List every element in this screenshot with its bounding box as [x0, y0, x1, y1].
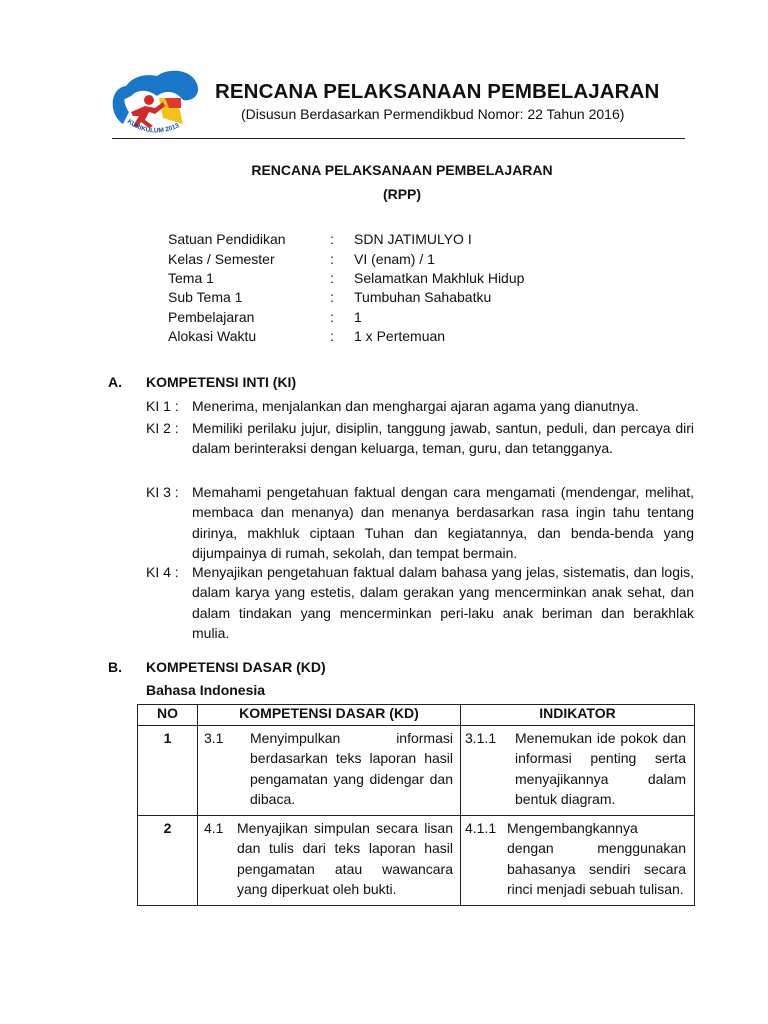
- indikator-text: Menemukan ide pokok dan informasi penting serta menyajikannya dalam bentuk diagram.: [515, 730, 686, 807]
- ki-text: Memiliki perilaku jujur, disiplin, tanggung jawab, santun, peduli, dan percaya diri dalam berinteraksi dengan keluarga, teman, guru, dan tetangganya.: [192, 420, 694, 457]
- column-header-indikator: INDIKATOR: [461, 705, 695, 726]
- indikator-number: 3.1.1: [465, 730, 497, 746]
- info-colon: :: [330, 231, 334, 247]
- section-b-letter: B.: [108, 659, 122, 675]
- info-colon: :: [330, 289, 334, 305]
- row-number: 2: [138, 816, 198, 906]
- table-row: [138, 816, 695, 906]
- ki-item: [146, 418, 694, 480]
- column-header-no: NO: [138, 705, 198, 726]
- kd-text: Menyimpulkan informasi berdasarkan teks laporan hasil pengamatan yang didengar dan dibaca.: [250, 730, 453, 807]
- header-subtitle: (Disusun Berdasarkan Permendikbud Nomor: 22 Tahun 2016): [241, 106, 625, 122]
- subject-title: Bahasa Indonesia: [146, 682, 266, 698]
- info-label: Tema 1: [168, 270, 214, 286]
- info-label: Satuan Pendidikan: [168, 231, 286, 247]
- indikator-cell: [461, 726, 695, 816]
- kd-cell: [198, 816, 461, 906]
- indikator-cell: [461, 816, 695, 906]
- ki-item: [146, 396, 694, 416]
- section-a-heading: KOMPETENSI INTI (KI): [146, 374, 297, 390]
- section-a-letter: A.: [108, 374, 122, 390]
- ki-text: Menerima, menjalankan dan menghargai ajaran agama yang dianutnya.: [192, 398, 639, 414]
- kd-cell: [198, 726, 461, 816]
- info-value: VI (enam) / 1: [354, 251, 435, 267]
- table-row: [138, 726, 695, 816]
- ki-label: KI 1 :: [146, 398, 179, 414]
- row-number: 1: [138, 726, 198, 816]
- column-header-kd: KOMPETENSI DASAR (KD): [198, 705, 461, 726]
- logo-text: KURIKULUM 2013: [125, 118, 181, 135]
- table-header-row: [138, 705, 695, 726]
- ki-item: [146, 482, 694, 564]
- info-colon: :: [330, 270, 334, 286]
- info-label: Sub Tema 1: [168, 289, 243, 305]
- section-b-heading: KOMPETENSI DASAR (KD): [146, 659, 326, 675]
- info-value: 1: [354, 309, 362, 325]
- info-value: 1 x Pertemuan: [354, 328, 446, 344]
- info-value: SDN JATIMULYO I: [354, 231, 472, 247]
- header-divider: [112, 138, 685, 139]
- info-label: Alokasi Waktu: [168, 328, 257, 344]
- ki-label: KI 4 :: [146, 564, 179, 580]
- info-label: Kelas / Semester: [168, 251, 275, 267]
- info-value: Selamatkan Makhluk Hidup: [354, 270, 525, 286]
- indikator-text: Mengembangkannya dengan menggunakan bahasanya sendiri secara rinci menjadi sebuah tulisan.: [507, 820, 686, 898]
- info-colon: :: [330, 328, 334, 344]
- info-colon: :: [330, 251, 334, 267]
- document-title: RENCANA PELAKSANAAN PEMBELAJARAN: [251, 162, 553, 178]
- ki-item: [146, 562, 694, 644]
- document-title-abbrev: (RPP): [382, 186, 422, 202]
- ki-label: KI 3 :: [146, 484, 179, 500]
- info-label: Pembelajaran: [168, 309, 255, 325]
- kd-table: [137, 704, 695, 906]
- header-title: RENCANA PELAKSANAAN PEMBELAJARAN: [215, 80, 660, 103]
- kd-number: 3.1: [204, 730, 224, 746]
- ki-text: Menyajikan pengetahuan faktual dalam bahasa yang jelas, sistematis, dan logis, dalam karya yang estetis, dalam gerakan yang mencerminkan anak sehat, dan dalam tindakan yang mencerminkan peri-laku anak beriman dan berakhlak mulia.: [192, 564, 694, 641]
- kd-text: Menyajikan simpulan secara lisan dan tulis dari teks laporan hasil pengamatan atau wawancara yang diperkuat oleh bukti.: [237, 820, 453, 898]
- ki-text: Memahami pengetahuan faktual dengan cara mengamati (mendengar, melihat, membaca dan menanya) dan menanya berdasarkan rasa ingin tahu tentang dirinya, makhluk ciptaan Tuhan dan kegiatannya, dan benda-benda yang dijumpainya di rumah, sekolah, dan tempat bermain.: [192, 484, 694, 561]
- ki-label: KI 2 :: [146, 420, 179, 436]
- info-colon: :: [330, 309, 334, 325]
- info-value: Tumbuhan Sahabatku: [354, 289, 492, 305]
- kd-number: 4.1: [204, 820, 224, 837]
- indikator-number: 4.1.1: [465, 820, 497, 837]
